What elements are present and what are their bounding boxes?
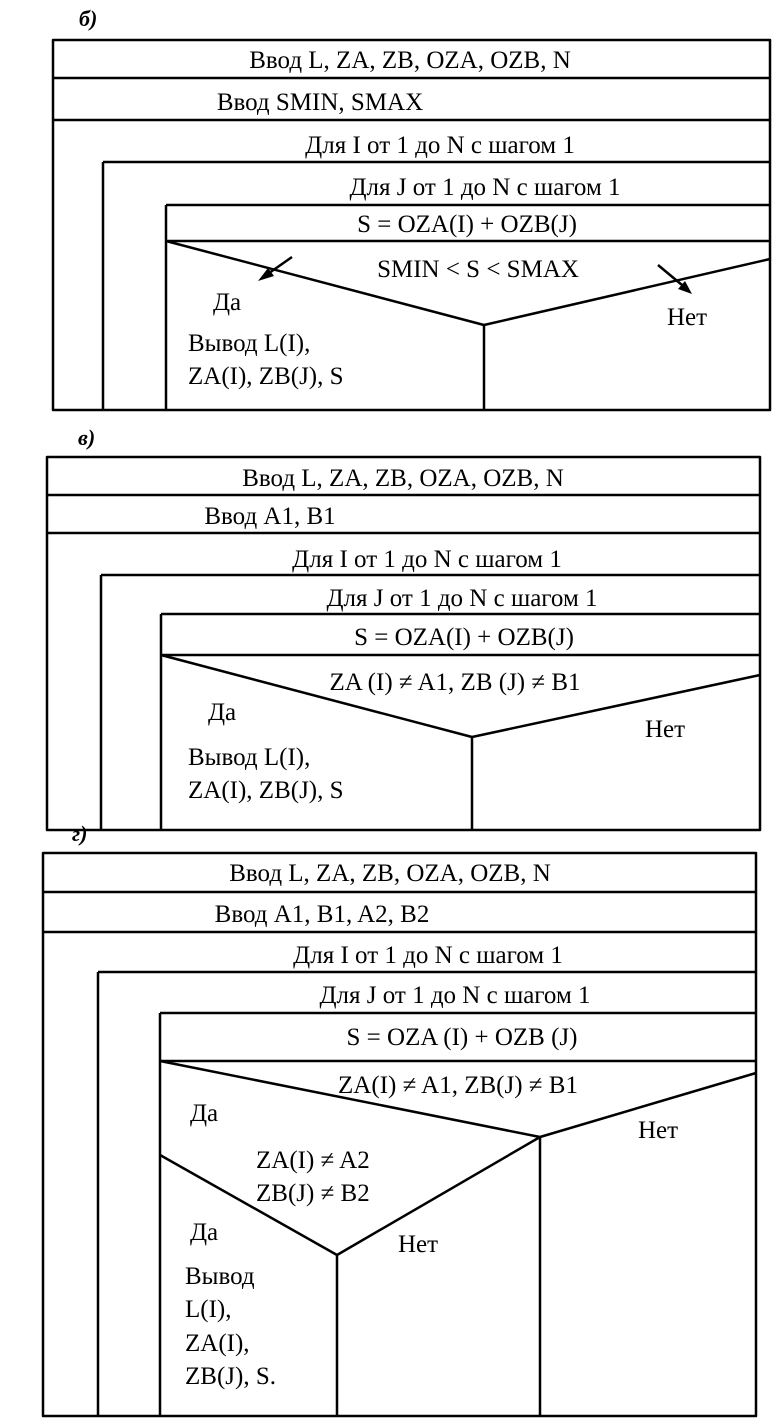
- diagram-v-input-2: Ввод A1, B1: [204, 503, 336, 530]
- diagram-g-input-2: Ввод A1, B1, A2, B2: [214, 901, 430, 928]
- diagram-v-condition: ZA (I) ≠ A1, ZB (J) ≠ B1: [329, 669, 581, 696]
- diagram-g-input-1: Ввод L, ZA, ZB, OZA, OZB, N: [229, 860, 551, 887]
- diagram-b-label: б): [79, 6, 98, 31]
- diagram-g-no-label: Нет: [638, 1117, 679, 1144]
- diagram-g-loop-j: Для J от 1 до N с шагом 1: [319, 982, 591, 1009]
- diagram-g-yes-label-2: Да: [190, 1219, 219, 1246]
- diagram-g-output: Вывод L(I), ZA(I), ZB(J), S.: [185, 1263, 276, 1390]
- diagram-b-assignment: S = OZA(I) + OZB(J): [357, 211, 577, 238]
- diagram-g-condition-2: ZA(I) ≠ A2 ZB(J) ≠ B2: [256, 1147, 370, 1208]
- diagram-b-condition: SMIN < S < SMAX: [377, 256, 579, 283]
- diagram-b-yes-label: Да: [213, 289, 242, 316]
- diagram-b-input-2: Ввод SMIN, SMAX: [216, 89, 424, 116]
- diagram-g-assignment: S = OZA (I) + OZB (J): [346, 1024, 578, 1051]
- diagram-v-loop-j: Для J от 1 до N с шагом 1: [326, 585, 598, 612]
- diagram-v-output: Вывод L(I), ZA(I), ZB(J), S: [188, 744, 344, 805]
- diagram-v-assignment: S = OZA(I) + OZB(J): [354, 624, 574, 651]
- diagram-b-loop-i: Для I от 1 до N с шагом 1: [305, 132, 575, 159]
- diagram-b-output: Вывод L(I), ZA(I), ZB(J), S: [188, 330, 344, 391]
- diagram-g-label: г): [72, 821, 88, 846]
- diagram-b-loop-j: Для J от 1 до N с шагом 1: [349, 174, 621, 201]
- diagram-v-yes-label: Да: [208, 699, 237, 726]
- diagram-b-no-label: Нет: [667, 304, 708, 331]
- diagram-v-loop-i: Для I от 1 до N с шагом 1: [292, 546, 562, 573]
- diagram-v-input-1: Ввод L, ZA, ZB, OZA, OZB, N: [242, 465, 564, 492]
- diagram-g-condition: ZA(I) ≠ A1, ZB(J) ≠ B1: [338, 1072, 578, 1099]
- diagram-v-no-label: Нет: [645, 716, 686, 743]
- diagram-g-loop-i: Для I от 1 до N с шагом 1: [293, 942, 563, 969]
- diagram-v-label: в): [78, 425, 96, 450]
- diagram-g-no-label-2: Нет: [398, 1231, 439, 1258]
- diagram-g-yes-label: Да: [190, 1100, 219, 1127]
- diagram-b-input-1: Ввод L, ZA, ZB, OZA, OZB, N: [249, 47, 571, 74]
